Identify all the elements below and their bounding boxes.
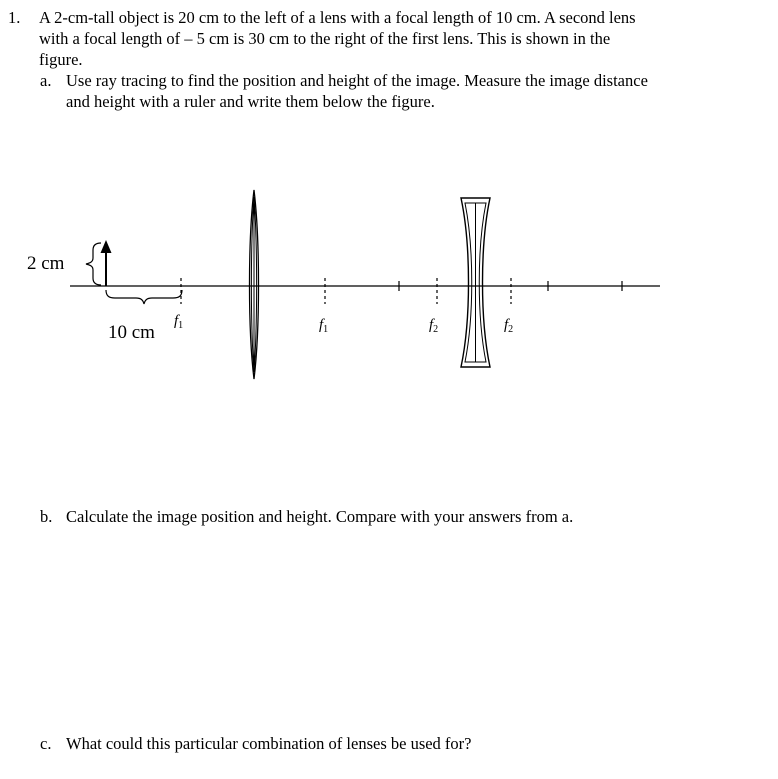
focal-label-f2-right: $f_2$	[504, 317, 514, 335]
object-height-label: 2 cm	[27, 253, 65, 274]
diverging-lens	[461, 198, 490, 367]
focal-label-f1-right: $f_1$	[319, 317, 329, 335]
object-arrow	[101, 240, 112, 286]
part-b-text: Calculate the image position and height. Compare with your answers from a.	[66, 507, 574, 526]
part-a-line-1: Use ray tracing to find the position and height of the image. Measure the image distance	[66, 71, 648, 90]
problem-stem-line-2: with a focal length of – 5 cm is 30 cm to the right of the first lens. This is shown in the	[39, 29, 611, 48]
problem-number: 1.	[8, 8, 21, 27]
part-c-label: c.	[40, 734, 52, 753]
part-b-label: b.	[40, 507, 53, 526]
focal-length-label: 10 cm	[108, 322, 155, 343]
problem-stem-line-3: figure.	[39, 50, 83, 69]
focal-label-f1-left: $f_1$	[174, 313, 184, 331]
problem-stem-line-1: A 2-cm-tall object is 20 cm to the left of a lens with a focal length of 10 cm. A second lens	[39, 8, 636, 27]
part-c-text: What could this particular combination of lenses be used for?	[66, 734, 472, 753]
converging-lens	[250, 190, 259, 379]
height-brace	[86, 243, 101, 285]
part-a-line-2: and height with a ruler and write them below the figure.	[66, 92, 435, 111]
focal-markers	[181, 278, 511, 304]
part-a-label: a.	[40, 71, 52, 90]
focal-length-brace	[106, 290, 182, 304]
focal-label-f2-left: $f_2$	[429, 317, 439, 335]
